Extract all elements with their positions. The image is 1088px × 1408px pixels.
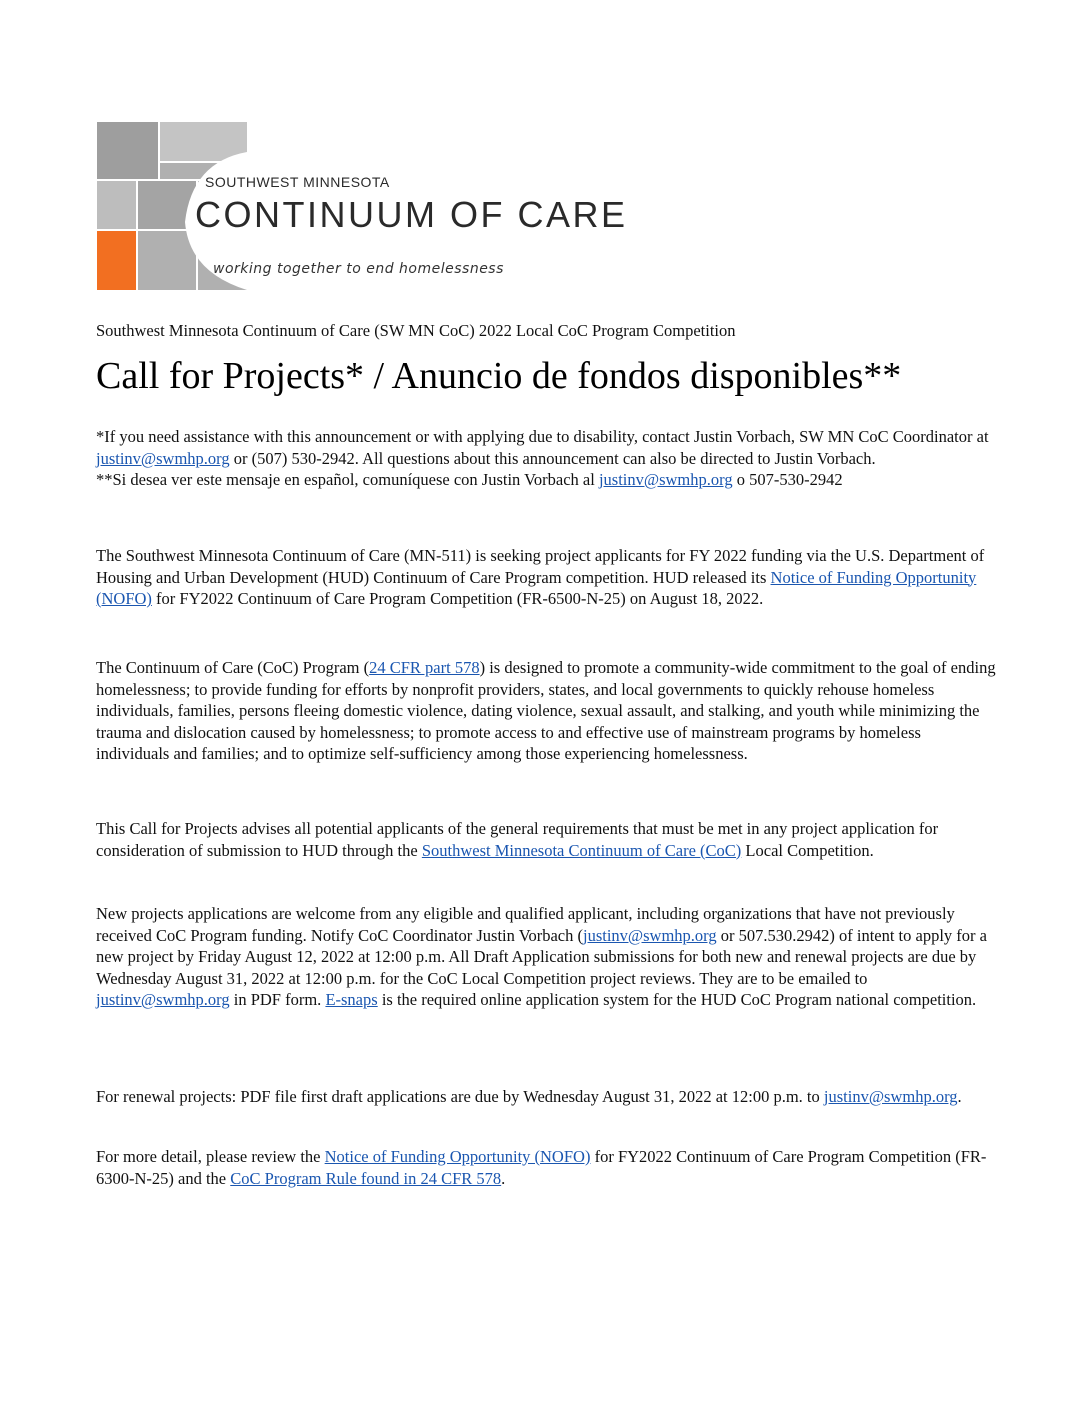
nofo-link[interactable]: Notice of Funding Opportunity (NOFO)	[324, 1147, 591, 1166]
paragraph-program: The Continuum of Care (CoC) Program (24 CFR part 578) is designed to promote a community-wide commitment to the goal of ending homelessness; to provide funding for efforts by nonprofit providers, states, and local governments to quickly rehouse homeless individuals, families, persons fleeing domestic violence, dating violence, sexual assault, and stalking, and youth while minimizing the trauma and dislocation caused by homelessness; to promote access to and effective use of mainstream programs by homeless individuals and families; and to optimize self-sufficiency among those experiencing homelessness.	[96, 658, 996, 763]
paragraph-renewal: For renewal projects: PDF file first draft applications are due by Wednesday August 31, 2022 at 12:00 p.m. to justinv@swmhp.org.	[96, 1087, 962, 1106]
email-link[interactable]: justinv@swmhp.org	[823, 1087, 958, 1106]
paragraph-more-detail: For more detail, please review the Notice of Funding Opportunity (NOFO) for FY2022 Continuum of Care Program Competition (FR-6300-N-25) and the CoC Program Rule found in 24 CFR 578.	[96, 1147, 987, 1188]
paragraph-new-projects: New projects applications are welcome from any eligible and qualified applicant, including organizations that have not previously received CoC Program funding. Notify CoC Coordinator Justin Vorbach (justinv@swmhp.org or 507.530.2942) of intent to apply for a new project by Friday August 12, 2022 at 12:00 p.m. All Draft Application submissions for both new and renewal projects are due by Wednesday August 31, 2022 at 12:00 p.m. for the CoC Local Competition project reviews. They are to be emailed to justinv@swmhp.org in PDF form. E-snaps is the required online application system for the HUD CoC Program national competition.	[96, 904, 987, 1009]
coc-logo	[97, 122, 667, 290]
email-link[interactable]: justinv@swmhp.org	[96, 448, 230, 468]
email-link[interactable]: justinv@swmhp.org	[598, 470, 733, 489]
cfr-part-578-link[interactable]: 24 CFR part 578	[369, 658, 480, 677]
assistance-notice	[96, 426, 996, 491]
assistance-english: *If you need assistance with this announcement or with applying due to disability, contact Justin Vorbach, SW MN CoC Coordinator at justinv@swmhp.org or (507) 530-2942. All questions about this announcement can also be directed to Justin Vorbach.	[96, 427, 989, 468]
logo-subtitle: SOUTHWEST MINNESOTA	[205, 174, 390, 190]
assistance-spanish: **Si desea ver este mensaje en español, comuníquese con Justin Vorbach al justinv@swmhp.org o 507-530-2942	[96, 470, 843, 489]
competition-subheading: Southwest Minnesota Continuum of Care (SW MN CoC) 2022 Local CoC Program Competition	[96, 321, 736, 340]
email-link[interactable]: justinv@swmhp.org	[583, 925, 717, 945]
swmn-coc-link[interactable]: Southwest Minnesota Continuum of Care (CoC)	[421, 840, 742, 860]
coc-program-rule-link[interactable]: CoC Program Rule found in 24 CFR 578	[230, 1168, 502, 1188]
esnaps-link[interactable]: E-snaps	[325, 990, 378, 1009]
nofo-link[interactable]: Notice of Funding Opportunity (NOFO)	[96, 567, 977, 608]
logo-tagline: working together to end homelessness	[213, 261, 504, 277]
paragraph-funding: The Southwest Minnesota Continuum of Care (MN-511) is seeking project applicants for FY 2022 funding via the U.S. Department of Housing and Urban Development (HUD) Continuum of Care Program competition. HUD released its Notice of Funding Opportunity (NOFO) for FY2022 Continuum of Care Program Competition (FR-6500-N-25) on August 18, 2022.	[96, 546, 985, 608]
page-title: Call for Projects* / Anuncio de fondos disponibles**	[96, 355, 902, 397]
paragraph-call: This Call for Projects advises all potential applicants of the general requirements that must be met in any project application for consideration of submission to HUD through the Southwest Minnesota Continuum of Care (CoC) Local Competition.	[96, 819, 939, 860]
email-link[interactable]: justinv@swmhp.org	[96, 990, 230, 1009]
logo-name: CONTINUUM OF CARE	[195, 194, 628, 235]
